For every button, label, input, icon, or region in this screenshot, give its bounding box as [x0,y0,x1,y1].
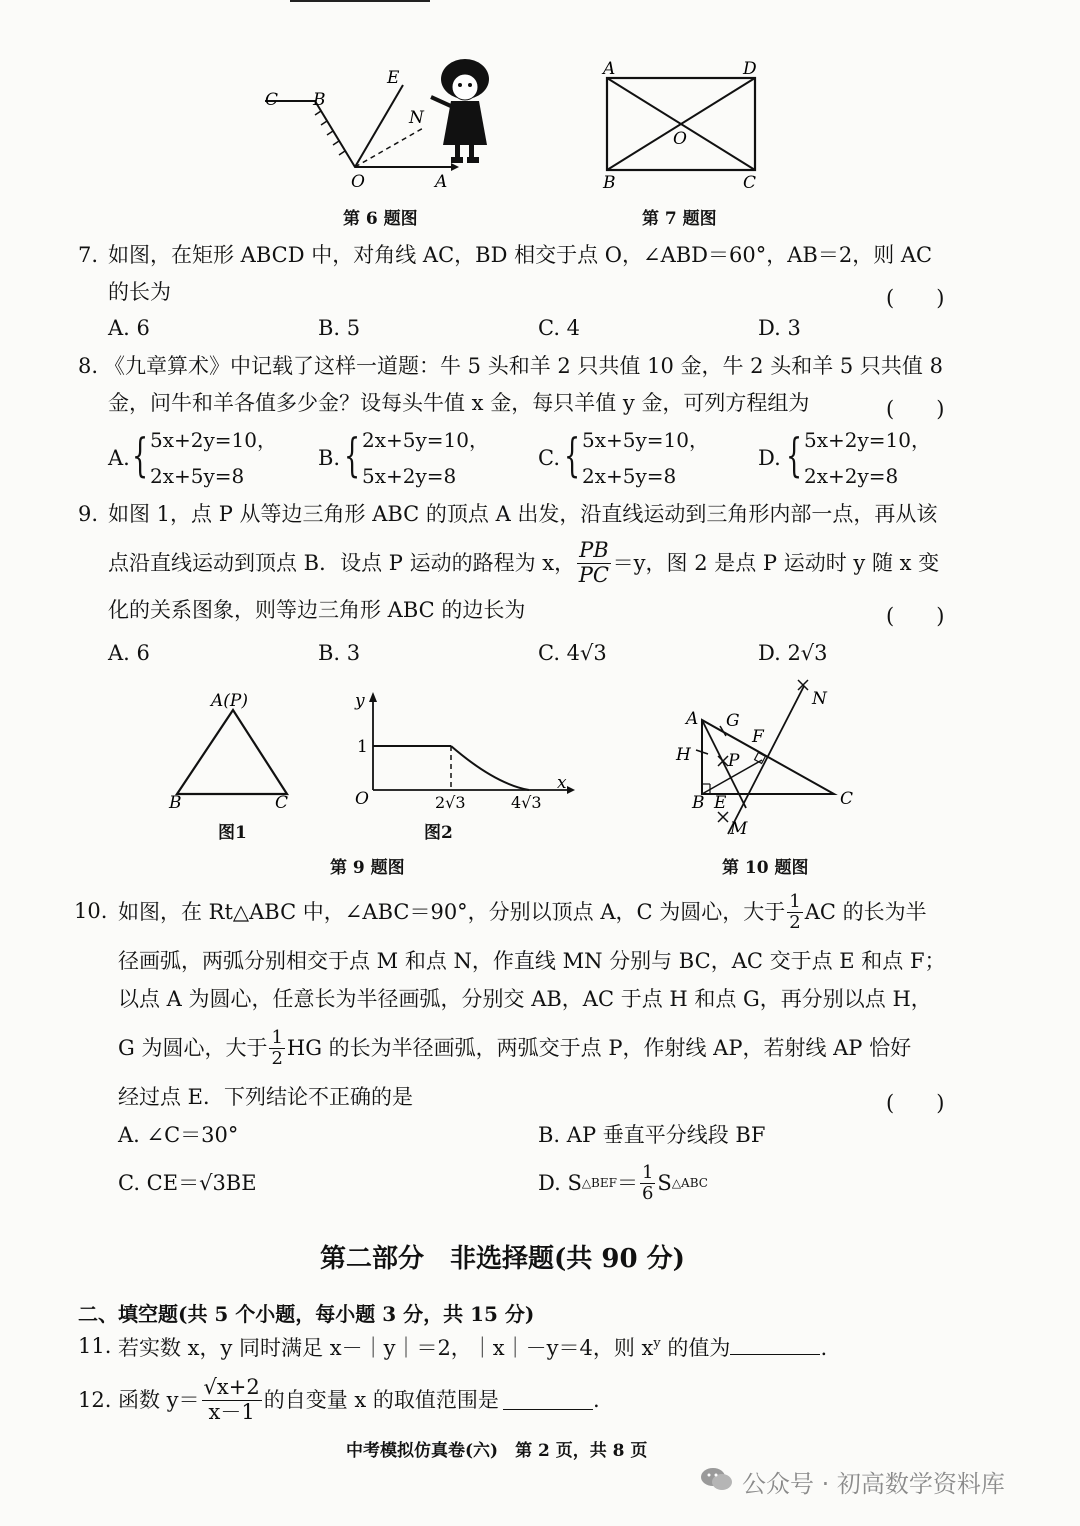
q9-option-c: C. 4√3 [538,641,607,665]
q7-number: 7. [78,243,99,267]
q10-text-line5: 经过点 E．下列结论不正确的是 [118,1085,414,1109]
svg-text:B: B [603,173,616,193]
svg-text:B: B [692,793,705,813]
svg-text:A(P): A(P) [211,691,248,711]
svg-text:y: y [355,691,365,711]
q11-answer-blank[interactable] [730,1336,820,1355]
q12-number: 12. [78,1388,112,1412]
q10-text-line1: 如图，在 Rt△ABC 中，∠ABC＝90°，分别以顶点 A，C 为圆心，大于 $\frac{1}{2}$ AC 的长为半 [118,890,927,933]
svg-text:2√3: 2√3 [435,793,466,812]
q7-option-b: B. 5 [318,316,361,340]
fig9-caption: 第 9 题图 [330,858,405,878]
part2-title: 第二部分 非选择题(共 90 分) [320,1244,685,1274]
fig9-right-caption: 图2 [424,823,453,843]
page-footer: 中考模拟仿真卷(六) 第 2 页，共 8 页 [346,1441,648,1461]
q9-option-b: B. 3 [318,641,361,665]
svg-text:H: H [676,745,691,765]
q8-option-b: B. { 2x+5y=10， 5x+2y=8 [318,428,489,488]
svg-text:A: A [603,59,616,79]
svg-text:F: F [752,727,764,747]
q8-option-d: D. { 5x+2y=10， 2x+2y=8 [758,428,931,488]
q9-option-d: D. 2√3 [758,641,828,665]
q10-option-a: A. ∠C＝30° [118,1123,239,1147]
q8-answer-bracket: ( ) [886,397,945,421]
svg-text:N: N [812,689,827,709]
q8-option-c: C. { 5x+5y=10， 2x+5y=8 [538,428,709,488]
svg-text:E: E [387,68,400,88]
q10-answer-bracket: ( ) [886,1091,945,1115]
svg-text:A: A [686,709,699,729]
svg-text:1: 1 [357,737,368,757]
svg-text:O: O [351,172,365,192]
figure-9-graph [345,688,575,813]
svg-text:E: E [714,793,727,813]
q8-text-line2: 金，问牛和羊各值多少金？设每头牛值 x 金，每只羊值 y 金，可列方程组为 [108,391,810,415]
svg-text:C: C [743,173,757,193]
q10-text-line3: 以点 A 为圆心，任意长为半径画弧，分别交 AB，AC 于点 H 和点 G，再分别以点 H， [118,987,932,1011]
q7-text-line1: 如图，在矩形 ABCD 中，对角线 AC，BD 相交于点 O，∠ABD＝60°，AB＝2，则 AC [108,243,933,267]
q8-number: 8. [78,354,99,378]
fig10-caption: 第 10 题图 [722,858,809,878]
figure-7 [595,58,770,193]
q8-text-line1: 《九章算术》中记载了这样一道题：牛 5 头和羊 2 只共值 10 金，牛 2 头和羊 5 只共值 8 [104,354,943,378]
svg-text:O: O [355,789,369,809]
svg-text:P: P [728,751,740,771]
svg-text:G: G [726,711,740,731]
svg-text:A: A [435,172,448,192]
q10-option-c: C. CE＝√3BE [118,1171,257,1195]
watermark-text: 公众号 · 初高数学资料库 [742,1470,1005,1498]
svg-text:B: B [313,90,326,110]
q9-number: 9. [78,502,99,526]
q10-option-b: B. AP 垂直平分线段 BF [538,1123,766,1147]
svg-text:4√3: 4√3 [511,793,542,812]
girl-figure [431,59,489,163]
q9-text-line2: 点沿直线运动到顶点 B．设点 P 运动的路程为 x， $\frac{PB}{PC}$ ＝y，图 2 是点 P 运动时 y 随 x 变 [108,538,940,587]
q10-number: 10. [74,899,108,923]
svg-text:C: C [840,789,854,809]
q7-answer-bracket: ( ) [886,286,945,310]
q12-text: 函数 y＝ $\frac{√x+2}{x-1}$ 的自变量 x 的取值范围是 . [118,1375,600,1424]
q8-option-a: A. { 5x+2y=10， 2x+5y=8 [108,428,277,488]
svg-text:C: C [275,793,289,813]
q7-text-line2: 的长为 [108,280,171,304]
q7-option-c: C. 4 [538,316,581,340]
wechat-icon [700,1466,734,1492]
fig9-left-caption: 图1 [218,823,247,843]
figure-6 [255,55,515,195]
q10-text-line4: G 为圆心，大于 $\frac{1}{2}$ HG 的长为半径画弧，两弧交于点 P，作射线 AP，若射线 AP 恰好 [118,1026,912,1069]
q11-text: 若实数 x，y 同时满足 x－｜y｜＝2，｜x｜－y＝4，则 $x^y$ 的值为 . [118,1336,828,1360]
q11-number: 11. [78,1334,112,1358]
q9-text-line1: 如图 1，点 P 从等边三角形 ABC 的顶点 A 出发，沿直线运动到三角形内部一点，再从该 [108,502,938,526]
fig6-caption: 第 6 题图 [343,209,418,229]
section-fill-blank: 二、填空题(共 5 个小题，每小题 3 分，共 15 分) [78,1302,535,1326]
svg-text:B: B [169,793,182,813]
q9-fraction: $\frac{PB}{PC}$ [578,538,609,587]
q9-answer-bracket: ( ) [886,604,945,628]
svg-text:C: C [265,90,279,110]
svg-text:M: M [730,819,748,839]
figure-10 [668,672,868,840]
svg-text:x: x [557,773,567,793]
q10-option-d: D. S △BEF ＝ $\frac{1}{6}$ S △ABC [538,1161,708,1204]
svg-text:N: N [409,108,424,128]
q7-option-a: A. 6 [108,316,150,340]
q9-text-line3: 化的关系图象，则等边三角形 ABC 的边长为 [108,598,526,622]
top-rule [290,0,430,2]
q9-option-a: A. 6 [108,641,150,665]
q12-answer-blank[interactable] [503,1391,593,1410]
svg-text:D: D [743,59,757,79]
svg-text:O: O [673,129,687,149]
figure-9-triangle [165,688,305,813]
fig7-caption: 第 7 题图 [642,209,717,229]
q10-text-line2: 径画弧，两弧分别相交于点 M 和点 N，作直线 MN 分别与 BC，AC 交于点 E 和点 F； [118,949,946,973]
q7-option-d: D. 3 [758,316,801,340]
